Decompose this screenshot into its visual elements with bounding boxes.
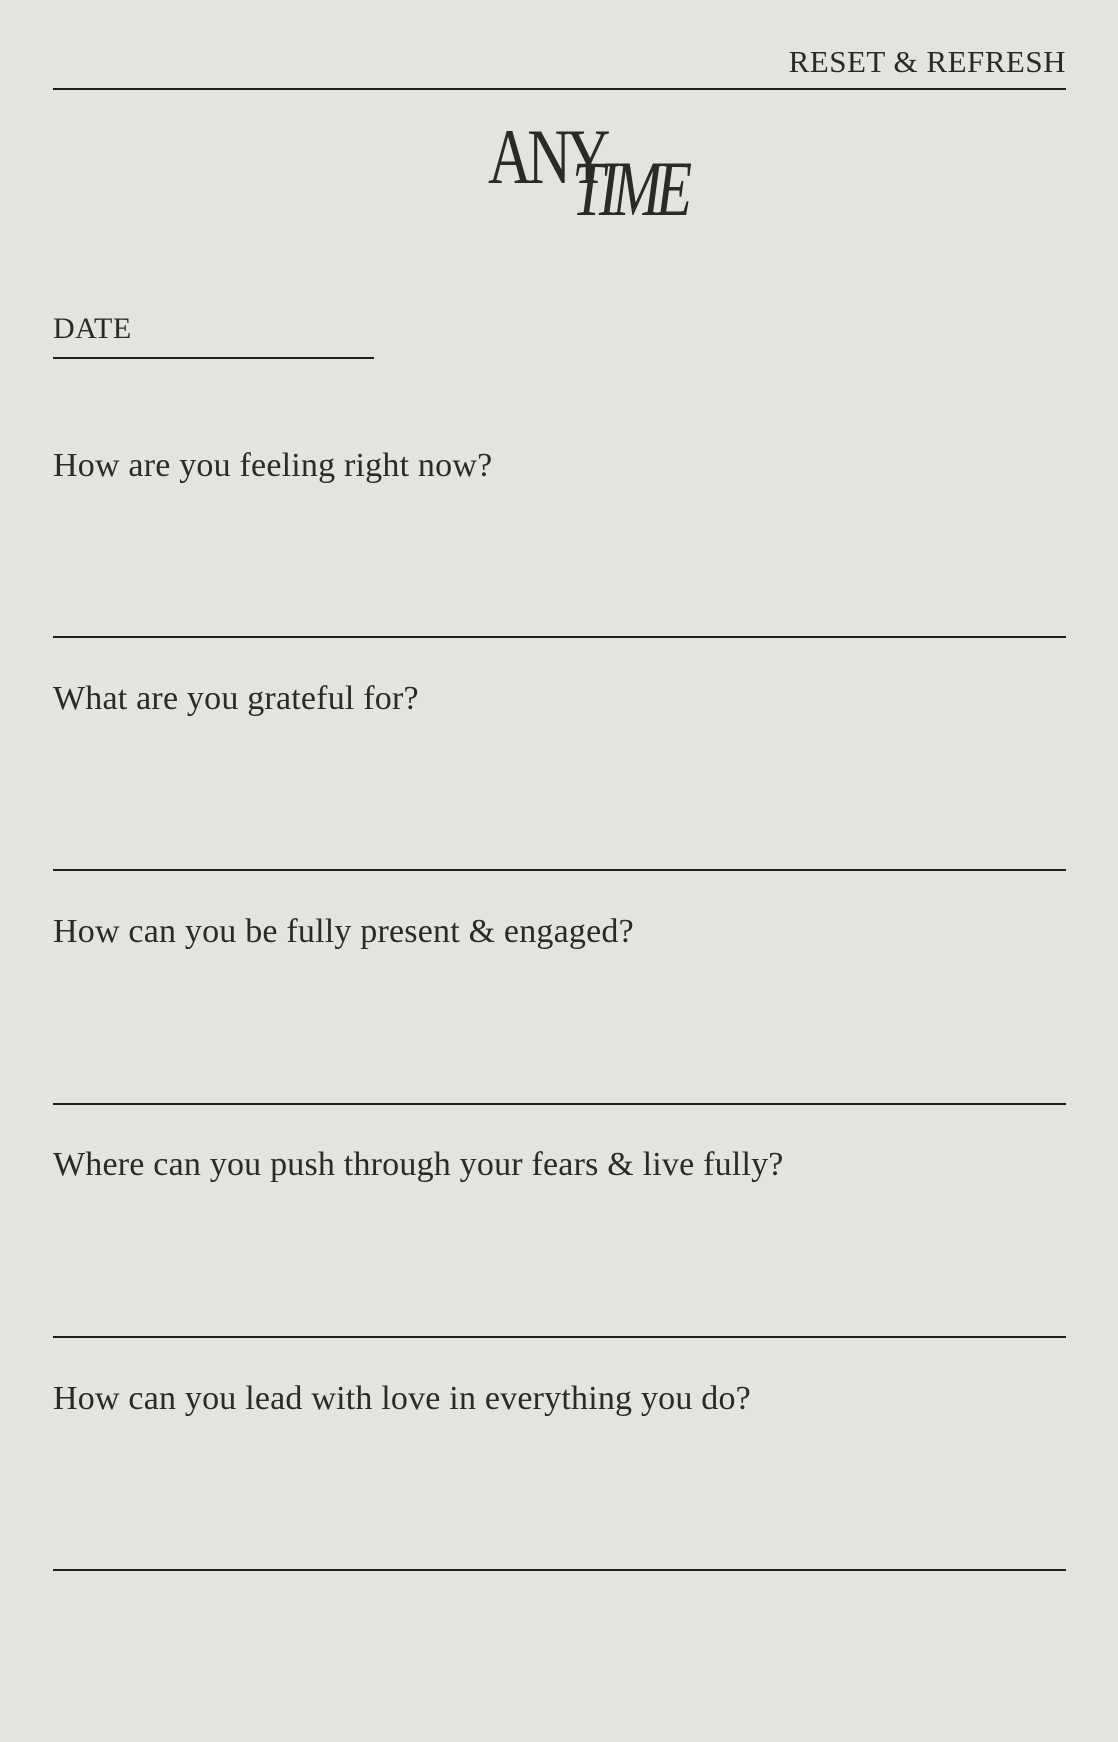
header-divider (53, 88, 1066, 90)
question-2: What are you grateful for? (53, 680, 419, 717)
question-4: Where can you push through your fears & live fully? (53, 1146, 784, 1183)
answer-line-1[interactable] (53, 636, 1066, 638)
date-input-line[interactable] (53, 357, 374, 359)
date-label: DATE (53, 312, 132, 345)
logo-word-time: TIME (572, 145, 686, 232)
answer-line-2[interactable] (53, 869, 1066, 871)
logo-word-any: ANY (488, 113, 606, 200)
anytime-logo (488, 113, 728, 232)
question-5: How can you lead with love in everything you do? (53, 1380, 751, 1417)
answer-line-3[interactable] (53, 1103, 1066, 1105)
answer-line-4[interactable] (53, 1336, 1066, 1338)
page-header-title: RESET & REFRESH (788, 44, 1066, 79)
question-3: How can you be fully present & engaged? (53, 913, 634, 950)
answer-line-5[interactable] (53, 1569, 1066, 1571)
question-1: How are you feeling right now? (53, 447, 493, 484)
